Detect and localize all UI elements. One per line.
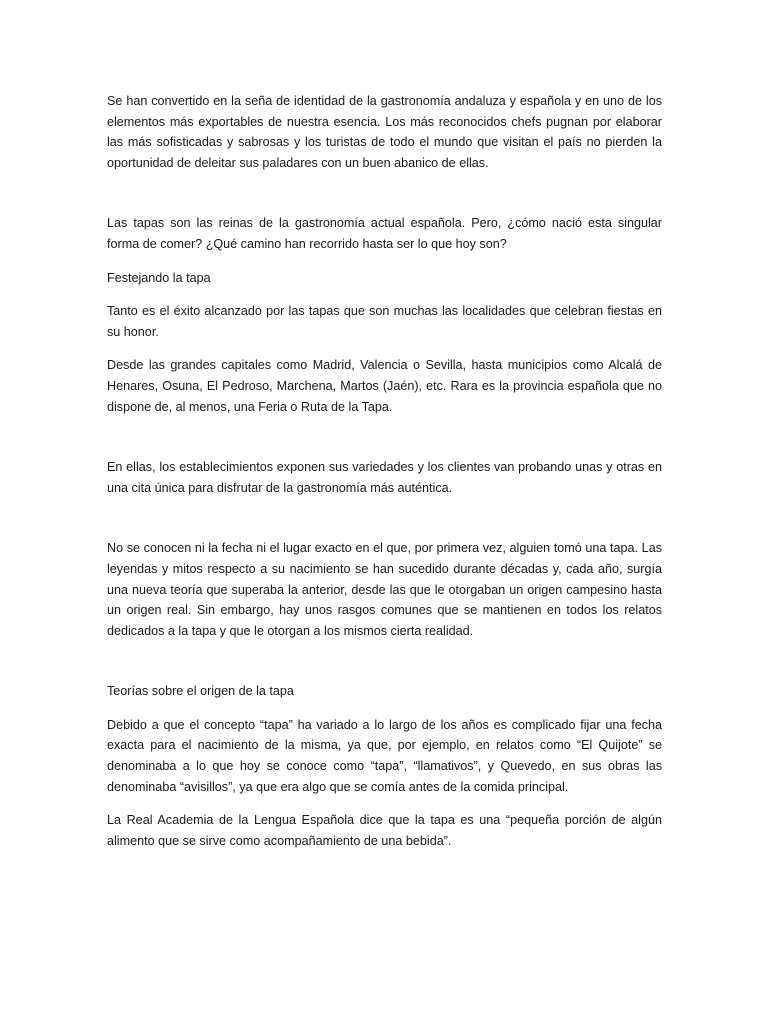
- paragraph-establecimientos: En ellas, los establecimientos exponen sus variedades y los clientes van probando unas y otras en una cita única para disfrutar de la gastronomía más auténtica.: [107, 460, 662, 495]
- paragraph-real-academia: La Real Academia de la Lengua Española dice que la tapa es una “pequeña porción de algún alimento que se sirve como acompañamiento de una bebida”.: [107, 813, 662, 848]
- paragraph-origen-desconocido: No se conocen ni la fecha ni el lugar exacto en el que, por primera vez, alguien tomó una tapa. Las leyendas y mitos respecto a su nacimiento se han sucedido durante décadas y, cada año, surgía una nueva teoría que superaba la anterior, desde las que le otorgaban un origen campesino hasta un origen real. Sin embargo, hay unos rasgos comunes que se mantienen en todos los relatos dedicados a la tapa y que le otorgan a los mismos cierta realidad.: [107, 541, 662, 638]
- paragraph-capitales: Desde las grandes capitales como Madrid, Valencia o Sevilla, hasta municipios como Alcalá de Henares, Osuna, El Pedroso, Marchena, Martos (Jaén), etc. Rara es la provincia española que no dispone de, al menos, una Feria o Ruta de la Tapa.: [107, 358, 662, 414]
- heading-teorias: Teorías sobre el origen de la tapa: [107, 684, 294, 699]
- document-page: [107, 91, 662, 851]
- paragraph-exito: Tanto es el éxito alcanzado por las tapas que son muchas las localidades que celebran fiestas en su honor.: [107, 304, 662, 339]
- paragraph-tapas-reinas: Las tapas son las reinas de la gastronomía actual española. Pero, ¿cómo nació esta singular forma de comer? ¿Qué camino han recorrido hasta ser lo que hoy son?: [107, 216, 662, 251]
- paragraph-intro: Se han convertido en la seña de identidad de la gastronomía andaluza y española y en uno de los elementos más exportables de nuestra esencia. Los más reconocidos chefs pugnan por elaborar las más sofisticadas y sabrosas y los turistas de todo el mundo que visitan el país no pierden la oportunidad de deleitar sus paladares con un buen abanico de ellas.: [107, 94, 662, 170]
- paragraph-concepto-tapa: Debido a que el concepto “tapa” ha variado a lo largo de los años es complicado fijar una fecha exacta para el nacimiento de la misma, ya que, por ejemplo, en relatos como “El Quijote” se denominaba a lo que hoy se conoce como “tapa”, “llamativos”, y Quevedo, en sus obras las denominaba “avisillos”, ya que era algo que se comía antes de la comida principal.: [107, 717, 662, 794]
- heading-festejando: Festejando la tapa: [107, 270, 211, 285]
